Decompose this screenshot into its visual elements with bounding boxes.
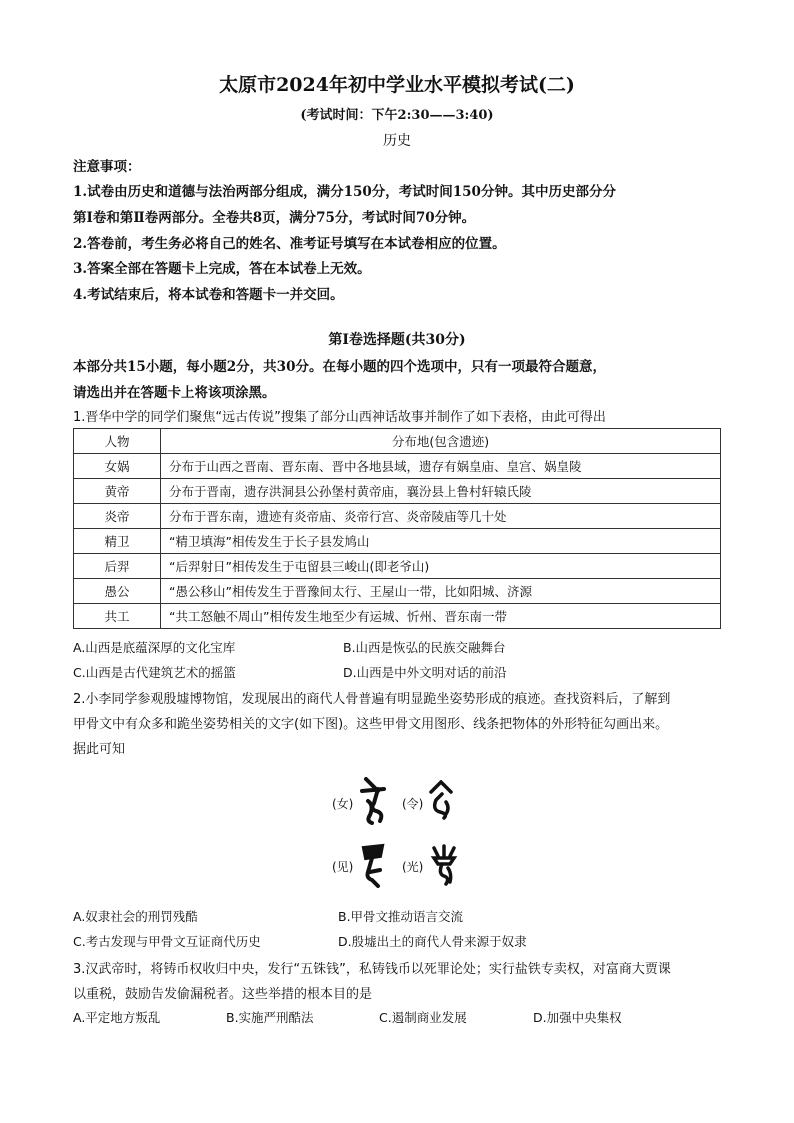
glyph-label-ling: (令)	[402, 797, 424, 811]
q2-option-d[interactable]: D.殷墟出土的商代人骨来源于奴隶	[338, 934, 527, 949]
table-cell-figure: 愚公	[74, 579, 161, 604]
q2-option-a[interactable]: A.奴隶社会的刑罚残酷	[73, 909, 198, 924]
oracle-glyph-guang-icon	[430, 844, 458, 886]
table-cell-figure: 炎帝	[74, 504, 161, 529]
oracle-glyph-nv-icon	[358, 775, 388, 825]
q3-option-a[interactable]: A.平定地方叛乱	[73, 1010, 161, 1025]
q1-stem: 1.晋华中学的同学们聚焦“远古传说”搜集了部分山西神话故事并制作了如下表格，由此可得出	[73, 410, 606, 425]
table-cell-location: “精卫填海”相传发生于长子县发鸠山	[161, 529, 721, 554]
notice-line: 4.考试结束后，将本试卷和答题卡一并交回。	[73, 287, 344, 303]
table-cell-location: 分布于晋南，遗存洪洞县公孙堡村黄帝庙，襄汾县上鲁村轩辕氏陵	[161, 479, 721, 504]
notice-line: 3.答案全部在答题卡上完成，答在本试卷上无效。	[73, 261, 371, 277]
section-intro: 请选出并在答题卡上将该项涂黑。	[73, 385, 276, 401]
table-cell-location: “愚公移山”相传发生于晋豫间太行、王屋山一带，比如阳城、济源	[161, 579, 721, 604]
notice-line: 第Ⅰ卷和第Ⅱ卷两部分。全卷共8页，满分75分，考试时间70分钟。	[73, 210, 476, 226]
table-cell-location: “后羿射日”相传发生于屯留县三峻山(即老爷山)	[161, 554, 721, 579]
q2-stem-line: 2.小李同学参观殷墟博物馆，发现展出的商代人骨普遍有明显跪坐姿势形成的痕迹。查找资料后，了解到	[73, 692, 671, 707]
q3-option-d[interactable]: D.加强中央集权	[533, 1010, 622, 1025]
table-cell-location: 分布于晋东南，遗迹有炎帝庙、炎帝行宫、炎帝陵庙等几十处	[161, 504, 721, 529]
table-header-row	[74, 429, 721, 454]
q3-stem-line: 以重税，鼓励告发偷漏税者。这些举措的根本目的是	[73, 987, 373, 1002]
oracle-glyph-jian-icon	[358, 842, 388, 888]
table-row	[74, 604, 721, 629]
table-cell-figure: 黄帝	[74, 479, 161, 504]
q3-option-c[interactable]: C.遏制商业发展	[379, 1010, 467, 1025]
table-row	[74, 504, 721, 529]
q1-table	[73, 428, 721, 629]
q2-stem-line: 甲骨文中有众多和跪坐姿势相关的文字(如下图)。这些甲骨文用图形、线条把物体的外形特征勾画出来。	[73, 717, 669, 732]
notice-line: 1.试卷由历史和道德与法治两部分组成，满分150分，考试时间150分钟。其中历史部分分	[73, 184, 616, 200]
table-cell-figure: 精卫	[74, 529, 161, 554]
table-row	[74, 454, 721, 479]
section-title: 第Ⅰ卷选择题(共30分)	[328, 332, 466, 348]
glyph-label-jian: (见)	[332, 860, 354, 874]
glyph-label-nv: (女)	[332, 797, 354, 811]
table-cell-location: “共工怒触不周山”相传发生地至少有运城、忻州、晋东南一带	[161, 604, 721, 629]
table-cell-figure: 后羿	[74, 554, 161, 579]
glyph-label-guang: (光)	[402, 860, 424, 874]
notice-heading: 注意事项：	[73, 159, 141, 175]
exam-time: (考试时间：下午2:30——3:40)	[300, 108, 494, 123]
q2-option-b[interactable]: B.甲骨文推动语言交流	[338, 909, 464, 924]
q1-option-c[interactable]: C.山西是古代建筑艺术的摇篮	[73, 665, 236, 680]
table-cell-figure: 共工	[74, 604, 161, 629]
table-header-cell: 分布地(包含遗迹)	[161, 429, 721, 454]
table-row	[74, 479, 721, 504]
q3-option-b[interactable]: B.实施严刑酷法	[226, 1010, 314, 1025]
q1-option-b[interactable]: B.山西是恢弘的民族交融舞台	[343, 640, 506, 655]
oracle-glyph-ling-icon	[428, 780, 454, 820]
exam-title: 太原市2024年初中学业水平模拟考试(二)	[219, 74, 575, 96]
section-intro: 本部分共15小题，每小题2分，共30分。在每小题的四个选项中，只有一项最符合题意，	[73, 359, 606, 375]
table-cell-figure: 女娲	[74, 454, 161, 479]
exam-subject: 历史	[383, 133, 411, 149]
table-cell-location: 分布于山西之晋南、晋东南、晋中各地县域，遗存有娲皇庙、皇宫、娲皇陵	[161, 454, 721, 479]
table-row	[74, 529, 721, 554]
table-row	[74, 579, 721, 604]
q3-stem-line: 3.汉武帝时，将铸币权收归中央，发行“五铢钱”，私铸钱币以死罪论处；实行盐铁专卖权，对富商大贾课	[73, 962, 671, 977]
q1-option-a[interactable]: A.山西是底蕴深厚的文化宝库	[73, 640, 236, 655]
table-row	[74, 554, 721, 579]
q2-option-c[interactable]: C.考古发现与甲骨文互证商代历史	[73, 934, 261, 949]
q1-option-d[interactable]: D.山西是中外文明对话的前沿	[343, 665, 507, 680]
table-header-cell: 人物	[74, 429, 161, 454]
notice-line: 2.答卷前，考生务必将自己的姓名、准考证号填写在本试卷相应的位置。	[73, 236, 506, 252]
q2-stem-line: 据此可知	[73, 742, 126, 757]
